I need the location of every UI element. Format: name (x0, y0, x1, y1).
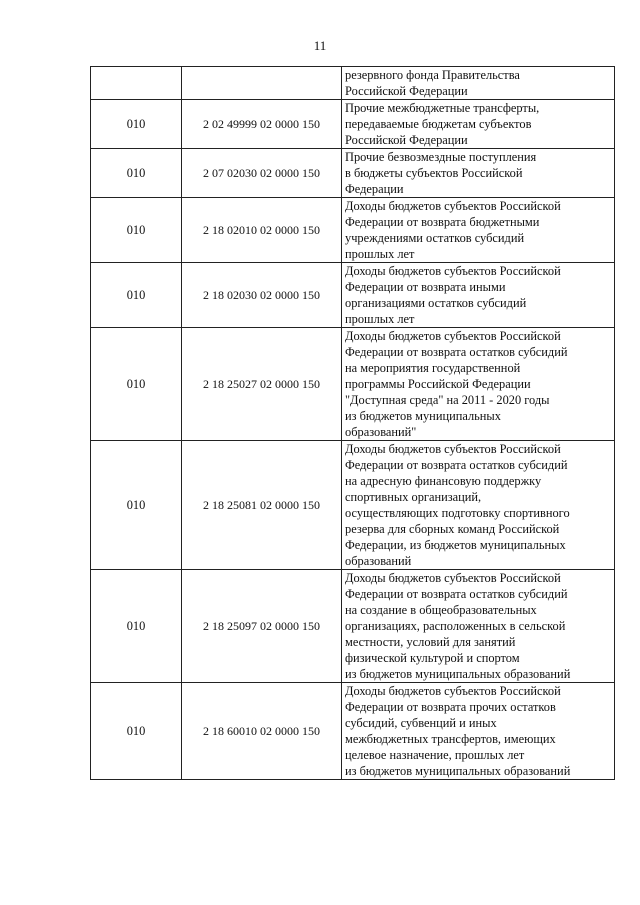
table-row (91, 67, 615, 100)
revenue-name-line: резервного фонда Правительства (345, 68, 520, 82)
admin-code-cell: 010 (91, 683, 182, 780)
revenue-name-line: Федерации от возврата бюджетными (345, 215, 540, 229)
revenue-name-line: Доходы бюджетов субъектов Российской (345, 442, 561, 456)
revenue-name-line: спортивных организаций, (345, 490, 482, 504)
admin-code-cell: 010 (91, 263, 182, 328)
revenue-name-line: образований (345, 554, 412, 568)
revenue-name-line: Федерации от возврата остатков субсидий (345, 345, 568, 359)
revenue-name-line: образований" (345, 425, 417, 439)
revenue-name-line: физической культурой и спортом (345, 651, 520, 665)
revenue-name-line: Прочие межбюджетные трансферты, (345, 101, 540, 115)
admin-code-cell: 010 (91, 149, 182, 198)
table-row (91, 570, 615, 683)
budget-classification-code-cell: 2 18 60010 02 0000 150 (182, 683, 342, 780)
admin-code-cell: 010 (91, 328, 182, 441)
revenue-name-line: Федерации от возврата остатков субсидий (345, 587, 568, 601)
revenue-name-line: Доходы бюджетов субъектов Российской (345, 264, 561, 278)
table-row (91, 198, 615, 263)
revenue-name-line: Федерации (345, 182, 404, 196)
revenue-name-line: из бюджетов муниципальных (345, 409, 501, 423)
revenue-name-line: прошлых лет (345, 312, 415, 326)
revenue-name-line: Федерации, из бюджетов муниципальных (345, 538, 566, 552)
revenue-name-line: целевое назначение, прошлых лет (345, 748, 525, 762)
table-row (91, 100, 615, 149)
revenue-name-line: субсидий, субвенций и иных (345, 716, 497, 730)
revenue-name-line: прошлых лет (345, 247, 415, 261)
revenue-name-line: Доходы бюджетов субъектов Российской (345, 684, 561, 698)
table-row (91, 328, 615, 441)
revenue-name-line: межбюджетных трансфертов, имеющих (345, 732, 556, 746)
revenue-name-line: Федерации от возврата остатков субсидий (345, 458, 568, 472)
revenue-name-line: на мероприятия государственной (345, 361, 521, 375)
revenue-name-line: Доходы бюджетов субъектов Российской (345, 571, 561, 585)
table-body (91, 67, 615, 780)
budget-classification-code-cell: 2 18 25027 02 0000 150 (182, 328, 342, 441)
budget-classification-code-cell: 2 18 25097 02 0000 150 (182, 570, 342, 683)
revenue-name-cell (342, 100, 615, 149)
budget-classification-code-cell: 2 18 25081 02 0000 150 (182, 441, 342, 570)
budget-classification-code-cell: 2 07 02030 02 0000 150 (182, 149, 342, 198)
revenue-name-cell (342, 328, 615, 441)
admin-code-cell: 010 (91, 198, 182, 263)
admin-code-cell: 010 (91, 100, 182, 149)
revenue-name-line: Доходы бюджетов субъектов Российской (345, 199, 561, 213)
table-row (91, 683, 615, 780)
revenue-name-line: на создание в общеобразовательных (345, 603, 537, 617)
revenue-name-line: Прочие безвозмездные поступления (345, 150, 537, 164)
revenue-name-cell (342, 149, 615, 198)
revenue-name-cell (342, 67, 615, 100)
revenue-name-cell (342, 570, 615, 683)
revenue-name-line: из бюджетов муниципальных образований (345, 667, 571, 681)
revenue-name-line: организациях, расположенных в сельской (345, 619, 566, 633)
revenue-name-line: Федерации от возврата прочих остатков (345, 700, 556, 714)
revenue-name-line: "Доступная среда" на 2011 - 2020 годы (345, 393, 550, 407)
revenue-name-line: в бюджеты субъектов Российской (345, 166, 523, 180)
budget-revenue-table (90, 66, 615, 780)
revenue-name-line: Российской Федерации (345, 133, 468, 147)
admin-code-cell: 010 (91, 570, 182, 683)
revenue-name-line: Федерации от возврата иными (345, 280, 506, 294)
revenue-name-line: организациями остатков субсидий (345, 296, 527, 310)
budget-classification-code-cell: 2 02 49999 02 0000 150 (182, 100, 342, 149)
table-row (91, 263, 615, 328)
budget-classification-code-cell: 2 18 02010 02 0000 150 (182, 198, 342, 263)
revenue-name-line: местности, условий для занятий (345, 635, 516, 649)
table-row (91, 441, 615, 570)
revenue-name-line: учреждениями остатков субсидий (345, 231, 525, 245)
admin-code-cell (91, 67, 182, 100)
revenue-name-cell (342, 683, 615, 780)
revenue-name-line: на адресную финансовую поддержку (345, 474, 542, 488)
revenue-name-line: передаваемые бюджетам субъектов (345, 117, 532, 131)
revenue-name-line: Доходы бюджетов субъектов Российской (345, 329, 561, 343)
budget-classification-code-cell (182, 67, 342, 100)
revenue-name-line: осуществляющих подготовку спортивного (345, 506, 570, 520)
revenue-name-cell (342, 263, 615, 328)
revenue-name-cell (342, 198, 615, 263)
revenue-name-cell (342, 441, 615, 570)
revenue-name-line: Российской Федерации (345, 84, 468, 98)
budget-classification-code-cell: 2 18 02030 02 0000 150 (182, 263, 342, 328)
revenue-name-line: программы Российской Федерации (345, 377, 531, 391)
admin-code-cell: 010 (91, 441, 182, 570)
revenue-name-line: резерва для сборных команд Российской (345, 522, 560, 536)
page-number: 11 (313, 38, 327, 53)
revenue-name-line: из бюджетов муниципальных образований (345, 764, 571, 778)
table-row (91, 149, 615, 198)
